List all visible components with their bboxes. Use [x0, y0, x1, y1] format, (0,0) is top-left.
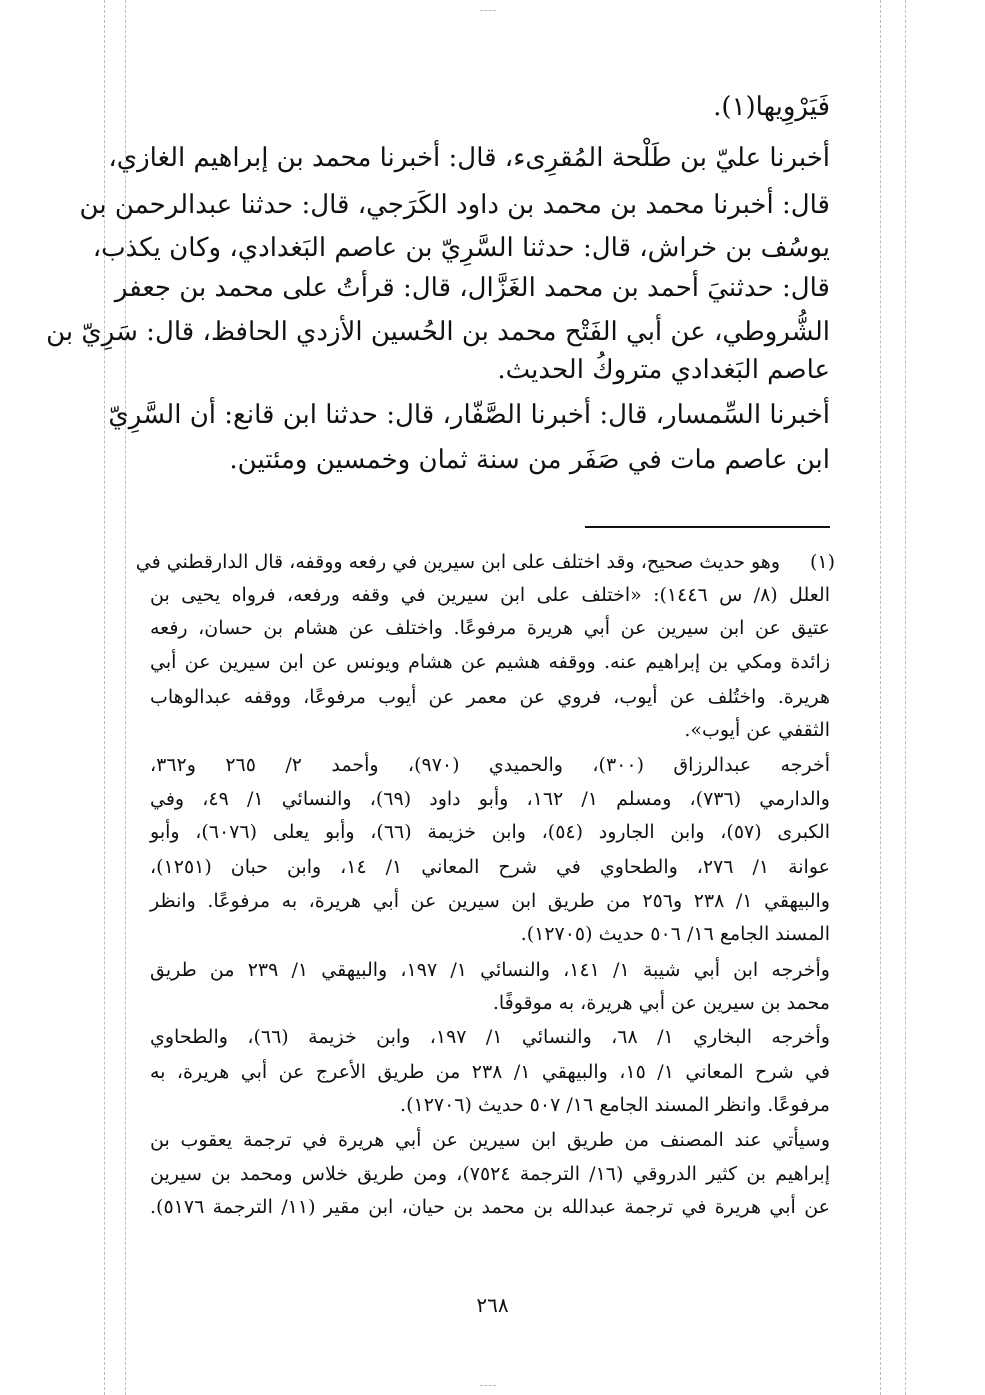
footnote-line: والدارمي (٧٣٦)، ومسلم ١/ ١٦٢، وأبو داود (٦٩)، والنسائي ١/ ٤٩، وفي: [150, 788, 830, 810]
footnote-number: (١): [809, 551, 835, 573]
footnote-line: عوانة ١/ ٢٧٦، والطحاوي في شرح المعاني ١/ ١٤، وابن حبان (١٢٥١)،: [150, 856, 830, 878]
main-text-line: قال: أخبرنا محمد بن محمد بن داود الكَرَجي، قال: حدثنا عبدالرحمن بن: [79, 190, 830, 220]
main-text-line: قال: حدثنيَ أحمد بن محمد الغَزَّال، قال: قرأتُ على محمد بن جعفر: [114, 273, 830, 303]
footnote-line: إبراهيم بن كثير الدروقي (١٦/ الترجمة ٧٥٢٤)، ومن طريق خلاس ومحمد بن سيرين: [150, 1163, 830, 1185]
footnote-line: زائدة ومكي بن إبراهيم عنه. ووقفه هشيم عن هشام ويونس عن ابن سيرين عن أبي: [150, 651, 830, 673]
footnote-line: والبيهقي ١/ ٢٣٨ و٢٥٦ من طريق ابن سيرين عن أبي هريرة، به مرفوعًا. وانظر: [150, 890, 830, 912]
main-text-line: الشُّروطي، عن أبي الفَتْح محمد بن الحُسين الأزدي الحافظ، قال: سَرِيّ بن: [46, 317, 830, 347]
footnote-line: في شرح المعاني ١/ ١٥، والبيهقي ١/ ٢٣٨ من طريق الأعرج عن أبي هريرة، به: [150, 1061, 830, 1083]
footnote-line: العلل (٨/ س ١٤٤٦): «اختلف على ابن سيرين في وقفه ورفعه، فرواه يحيى بن: [150, 584, 830, 606]
main-text-line: ابن عاصم مات في صَفَر من سنة ثمان وخمسين ومئتين.: [229, 445, 830, 475]
footnote-line: مرفوعًا. وانظر المسند الجامع ١٦/ ٥٠٧ حديث (١٢٧٠٦).: [400, 1094, 830, 1116]
footnote-line: هريرة. واختُلف عن أيوب، فروي عن معمر عن أيوب مرفوعًا، ووقفه عبدالوهاب: [150, 686, 830, 708]
margin-guide: [880, 0, 881, 1395]
main-text-line: عاصم البَغدادي متروكُ الحديث.: [497, 355, 830, 385]
main-text-line: فَيَرْوِيها(١).: [713, 92, 830, 122]
footnote-line: عتيق عن ابن سيرين عن أبي هريرة مرفوعًا. واختلف عن هشام بن حسان، رفعه: [150, 617, 830, 639]
footnote-line: محمد بن سيرين عن أبي هريرة، به موقوفًا.: [492, 992, 830, 1014]
footnote-line: وأخرجه ابن أبي شيبة ١/ ١٤١، والنسائي ١/ ١٩٧، والبيهقي ١/ ٢٣٩ من طريق: [150, 959, 830, 981]
footnote-line: أخرجه عبدالرزاق (٣٠٠)، والحميدي (٩٧٠)، وأحمد ٢/ ٢٦٥ و٣٦٢،: [150, 754, 830, 776]
crop-mark: [480, 1385, 496, 1386]
page-number: ٢٦٨: [476, 1293, 509, 1317]
footnote-line: المسند الجامع ١٦/ ٥٠٦ حديث (١٢٧٠٥).: [520, 923, 830, 945]
footnote-line: الكبرى (٥٧)، وابن الجارود (٥٤)، وابن خزيمة (٦٦)، وأبو يعلى (٦٠٧٦)، وأبو: [150, 821, 830, 843]
crop-mark: [480, 10, 496, 11]
main-text-line: يوسُف بن خراش، قال: حدثنا السَّرِيّ بن عاصم البَغدادي، وكان يكذب،: [92, 233, 830, 263]
footnote-separator: [585, 526, 830, 528]
main-text-line: أخبرنا عليّ بن طَلْحة المُقرِىء، قال: أخبرنا محمد بن إبراهيم الغازي،: [108, 143, 830, 173]
main-text-line: أخبرنا السِّمسار، قال: أخبرنا الصَّفّار، قال: حدثنا ابن قانع: أن السَّرِيّ: [108, 400, 830, 430]
footnote-line: الثقفي عن أيوب».: [684, 719, 830, 741]
footnote-line: وهو حديث صحيح، وقد اختلف على ابن سيرين في رفعه ووقفه، قال الدارقطني في: [135, 551, 780, 573]
footnote-line: وأخرجه البخاري ١/ ٦٨، والنسائي ١/ ١٩٧، وابن خزيمة (٦٦)، والطحاوي: [150, 1026, 830, 1048]
margin-guide: [905, 0, 906, 1395]
footnote-line: عن أبي هريرة في ترجمة عبدالله بن محمد بن حيان، ابن مقير (١١/ الترجمة ٥١٧٦).: [150, 1196, 830, 1218]
footnote-line: وسيأتي عند المصنف من طريق ابن سيرين عن أبي هريرة في ترجمة يعقوب بن: [150, 1129, 830, 1151]
